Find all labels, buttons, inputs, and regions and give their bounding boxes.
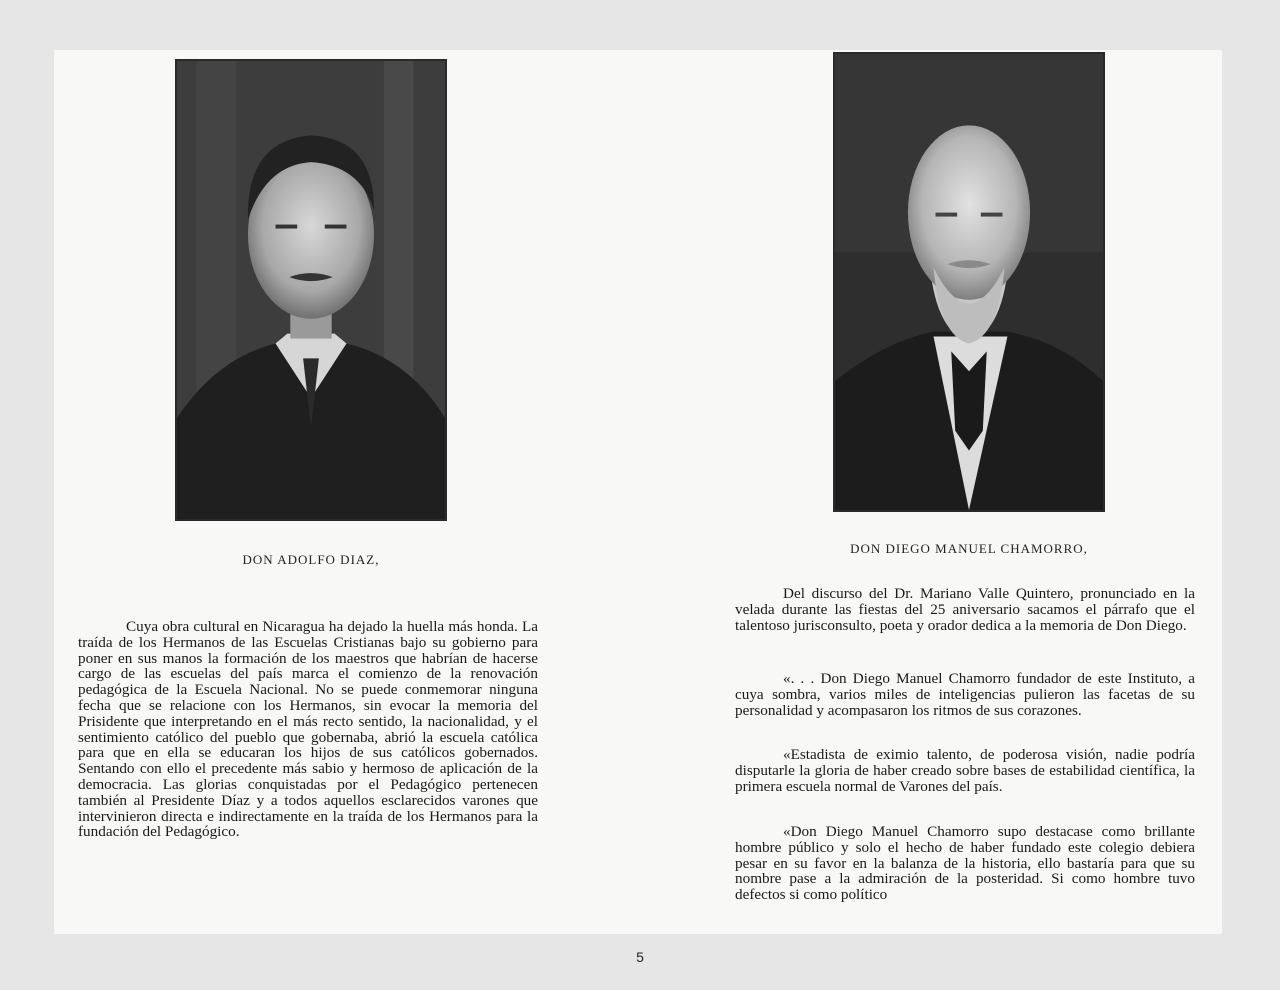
book-spread	[54, 50, 1222, 934]
paragraph-estadista: «Estadista de eximio talento, de poderosa visión, nadie podría disputarle la gloria de haber creado sobre bases de estabilidad científica, la primera escuela normal de Varones del país.	[735, 746, 1195, 795]
caption-adolfo-diaz: DON ADOLFO DIAZ,	[242, 552, 380, 567]
paragraph-hombre-publico: «Don Diego Manuel Chamorro supo destacase como brillante hombre público y solo el hecho de haber fundado este colegio debiera pesar en su favor en la balanza de la historia, ello bastaría para que su nombre pase a la admiración de la posteridad. Si como hombre tuvo defectos si como político	[735, 823, 1195, 904]
portrait-figure-icon	[835, 54, 1103, 510]
page-number: 5	[636, 949, 644, 965]
portrait-diego-manuel-chamorro	[833, 52, 1105, 512]
paragraph-discurso-intro: Del discurso del Dr. Mariano Valle Quintero, pronunciado en la velada durante las fiestas del 25 aniversario sacamos el párrafo que el talentoso jurisconsulto, poeta y orador dedica a la memoria de Don Diego.	[735, 585, 1195, 634]
portrait-adolfo-diaz	[175, 59, 447, 521]
portrait-figure-icon	[177, 61, 445, 519]
paragraph-fundador: «. . . Don Diego Manuel Chamorro fundador de este Instituto, a cuya sombra, varios miles de inteligencias pulieron las facetas de su personalidad y acompasaron los ritmos de sus corazones.	[735, 670, 1195, 719]
paragraph-adolfo-diaz: Cuya obra cultural en Nicaragua ha dejado la huella más honda. La traída de los Hermanos de las Escuelas Cristianas bajo su gobierno para poner en sus manos la formación de los maestros que habrían de hacerse cargo de las escuelas del país marca el comienzo de la renovación pedagógica de la Escuela Nacional. No se puede conmemorar ninguna fecha que se relacione con los Hermanos, sin evocar la memoria del Prisidente que interpretando en el más recto sentido, la nacionalidad, y el sentimiento católico del pueblo que gobernaba, abrió la escuela católica para que en ella se educaran los hijos de sus católicos gobernados. Sentando con ello el precedente más sabio y hermoso de aplicación de la democracia. Las glorias conquistadas por el Pedagógico pertenecen también al Presidente Díaz y a todos aquellos esclarecidos varones que intervinieron directa e indirectamente en la traída de los Hermanos para la fundación del Pedagógico.	[78, 618, 538, 841]
caption-diego-manuel-chamorro: DON DIEGO MANUEL CHAMORRO,	[850, 541, 1088, 556]
